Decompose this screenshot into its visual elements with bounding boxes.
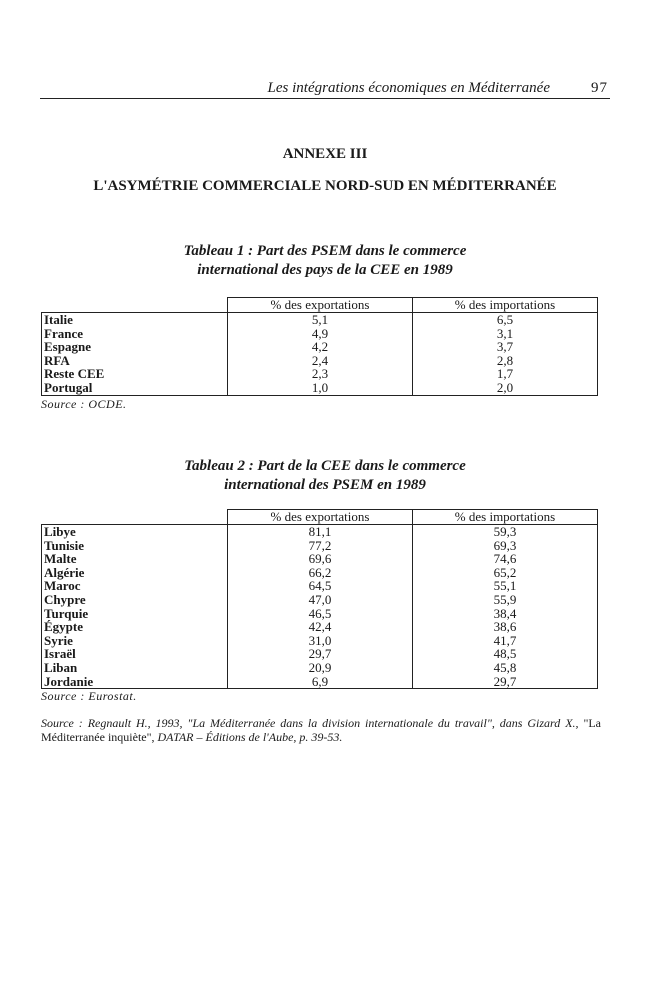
row-imports: 55,9 (413, 593, 598, 607)
table-row (42, 634, 598, 648)
table1-header-blank (42, 298, 228, 313)
row-exports: 20,9 (228, 661, 413, 675)
row-name: Liban (42, 661, 228, 675)
row-exports: 66,2 (228, 566, 413, 580)
row-name: Syrie (42, 634, 228, 648)
row-name: Égypte (42, 620, 228, 634)
row-name: Israël (42, 647, 228, 661)
reference-part2: "La Méditerranée inquiète", (41, 716, 601, 744)
table1-source: Source : OCDE. (41, 397, 127, 411)
row-exports: 1,0 (228, 381, 413, 395)
table-row (42, 340, 598, 354)
table1-caption (0, 242, 650, 280)
row-imports: 69,3 (413, 539, 598, 553)
table-row (42, 593, 598, 607)
row-imports: 29,7 (413, 675, 598, 689)
table2 (41, 509, 598, 689)
table1-header-row (42, 298, 598, 313)
row-imports: 41,7 (413, 634, 598, 648)
table1-header-imports: % des importations (413, 298, 598, 313)
table1-header-exports: % des exportations (228, 298, 413, 313)
row-name: Maroc (42, 579, 228, 593)
table-row (42, 552, 598, 566)
reference-part3: DATAR – Éditions de l'Aube, p. 39-53. (154, 730, 343, 744)
row-imports: 38,6 (413, 620, 598, 634)
row-name: France (42, 327, 228, 341)
row-exports: 29,7 (228, 647, 413, 661)
row-name: Turquie (42, 607, 228, 621)
page-number: 97 (591, 80, 608, 96)
row-imports: 45,8 (413, 661, 598, 675)
table2-source: Source : Eurostat. (41, 689, 137, 703)
row-exports: 77,2 (228, 539, 413, 553)
table-row (42, 620, 598, 634)
row-exports: 46,5 (228, 607, 413, 621)
row-imports: 3,7 (413, 340, 598, 354)
row-name: RFA (42, 354, 228, 368)
table-row (42, 675, 598, 689)
table-row (42, 647, 598, 661)
row-exports: 4,9 (228, 327, 413, 341)
table2-header-row (42, 510, 598, 525)
row-imports: 3,1 (413, 327, 598, 341)
row-imports: 2,8 (413, 354, 598, 368)
row-name: Portugal (42, 381, 228, 395)
table-row (42, 381, 598, 395)
running-title: Les intégrations économiques en Méditerranée (267, 80, 550, 96)
row-name: Reste CEE (42, 367, 228, 381)
row-imports: 1,7 (413, 367, 598, 381)
table2-caption-line2: international des PSEM en 1989 (224, 477, 426, 493)
row-exports: 81,1 (228, 525, 413, 539)
table-row (42, 579, 598, 593)
row-name: Italie (42, 313, 228, 327)
table2-header-blank (42, 510, 228, 525)
table-row (42, 607, 598, 621)
row-imports: 48,5 (413, 647, 598, 661)
row-exports: 64,5 (228, 579, 413, 593)
row-exports: 2,3 (228, 367, 413, 381)
reference-part1: Source : Regnault H., 1993, "La Méditerranée dans la division internationale du travail", dans Gizard X., (41, 716, 584, 730)
row-exports: 42,4 (228, 620, 413, 634)
table2-caption (0, 457, 650, 495)
row-imports: 38,4 (413, 607, 598, 621)
row-name: Chypre (42, 593, 228, 607)
row-name: Malte (42, 552, 228, 566)
table-row (42, 327, 598, 341)
row-imports: 59,3 (413, 525, 598, 539)
row-name: Tunisie (42, 539, 228, 553)
reference-citation (41, 716, 601, 744)
row-name: Espagne (42, 340, 228, 354)
row-imports: 2,0 (413, 381, 598, 395)
table1-caption-line2: international des pays de la CEE en 1989 (197, 262, 453, 278)
table2-caption-line1: Tableau 2 : Part de la CEE dans le commerce (184, 458, 466, 474)
row-imports: 55,1 (413, 579, 598, 593)
row-imports: 65,2 (413, 566, 598, 580)
row-exports: 5,1 (228, 313, 413, 327)
running-header (40, 78, 610, 99)
table2-header-exports: % des exportations (228, 510, 413, 525)
row-exports: 69,6 (228, 552, 413, 566)
row-exports: 47,0 (228, 593, 413, 607)
row-imports: 6,5 (413, 313, 598, 327)
row-name: Jordanie (42, 675, 228, 689)
row-exports: 4,2 (228, 340, 413, 354)
table-row (42, 354, 598, 368)
table-row (42, 661, 598, 675)
row-exports: 2,4 (228, 354, 413, 368)
table-row (42, 367, 598, 381)
annex-subtitle: L'ASYMÉTRIE COMMERCIALE NORD-SUD EN MÉDITERRANÉE (93, 178, 557, 194)
table-row (42, 313, 598, 327)
annex-title: ANNEXE III (282, 146, 368, 162)
table2-header-imports: % des importations (413, 510, 598, 525)
row-exports: 6,9 (228, 675, 413, 689)
table1 (41, 297, 598, 396)
row-imports: 74,6 (413, 552, 598, 566)
table-row (42, 566, 598, 580)
table1-caption-line1: Tableau 1 : Part des PSEM dans le commerce (183, 243, 467, 259)
table-row (42, 525, 598, 539)
row-exports: 31,0 (228, 634, 413, 648)
row-name: Algérie (42, 566, 228, 580)
row-name: Libye (42, 525, 228, 539)
table-row (42, 539, 598, 553)
